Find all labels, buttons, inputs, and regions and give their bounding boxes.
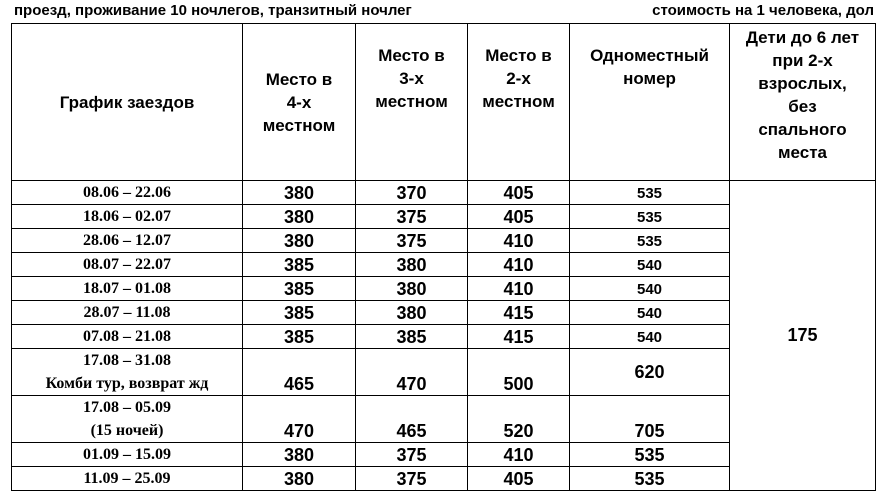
row-dates: 18.06 – 02.07 (12, 205, 243, 229)
price-place-2: 410 (468, 229, 570, 253)
price-place-2: 405 (468, 205, 570, 229)
row-dates: 07.08 – 21.08 (12, 325, 243, 349)
price-single-room: 540 (570, 277, 730, 301)
price-place-2: 405 (468, 181, 570, 205)
price-place-3: 470 (356, 349, 468, 396)
price-place-4: 380 (243, 229, 356, 253)
price-place-2: 415 (468, 325, 570, 349)
price-place-2: 410 (468, 277, 570, 301)
price-single-room: 540 (570, 325, 730, 349)
row-dates: 08.07 – 22.07 (12, 253, 243, 277)
price-place-4: 380 (243, 443, 356, 467)
price-single-room: 620 (570, 349, 730, 396)
row-dates: 28.07 – 11.08 (12, 301, 243, 325)
price-place-3: 380 (356, 277, 468, 301)
price-table (11, 23, 876, 491)
price-single-room: 540 (570, 301, 730, 325)
price-single-room: 540 (570, 253, 730, 277)
price-place-2: 410 (468, 443, 570, 467)
row-dates: 28.06 – 12.07 (12, 229, 243, 253)
price-place-2: 500 (468, 349, 570, 396)
row-dates: 17.08 – 05.09 (15 ночей) (12, 396, 243, 443)
price-place-2: 410 (468, 253, 570, 277)
trip-description: проезд, проживание 10 ночлегов, транзитный ночлег (14, 2, 412, 19)
row-dates: 11.09 – 25.09 (12, 467, 243, 491)
price-single-room: 535 (570, 229, 730, 253)
row-dates: 01.09 – 15.09 (12, 443, 243, 467)
price-place-4: 385 (243, 325, 356, 349)
price-single-room: 535 (570, 443, 730, 467)
page-header (14, 2, 874, 22)
price-place-2: 405 (468, 467, 570, 491)
price-place-4: 385 (243, 301, 356, 325)
price-place-3: 375 (356, 467, 468, 491)
price-place-3: 375 (356, 205, 468, 229)
header-place-3: Место в 3-х местном (356, 24, 468, 181)
header-schedule: График заездов (12, 24, 243, 181)
table-header-row (12, 24, 876, 181)
price-single-room: 535 (570, 181, 730, 205)
row-dates: 08.06 – 22.06 (12, 181, 243, 205)
price-place-4: 380 (243, 205, 356, 229)
price-place-4: 465 (243, 349, 356, 396)
price-kids: 175 (730, 181, 876, 491)
price-place-3: 370 (356, 181, 468, 205)
header-place-4: Место в 4-х местном (243, 24, 356, 181)
price-place-2: 415 (468, 301, 570, 325)
price-single-room: 535 (570, 205, 730, 229)
header-place-2: Место в 2-х местном (468, 24, 570, 181)
price-place-3: 385 (356, 325, 468, 349)
price-place-4: 380 (243, 181, 356, 205)
price-single-room: 535 (570, 467, 730, 491)
price-note: стоимость на 1 человека, дол (652, 2, 874, 19)
table-row (12, 181, 876, 205)
price-place-3: 380 (356, 301, 468, 325)
price-place-3: 465 (356, 396, 468, 443)
price-place-3: 380 (356, 253, 468, 277)
price-single-room: 705 (570, 396, 730, 443)
price-place-3: 375 (356, 443, 468, 467)
price-place-4: 385 (243, 277, 356, 301)
price-place-2: 520 (468, 396, 570, 443)
price-place-4: 470 (243, 396, 356, 443)
row-dates: 18.07 – 01.08 (12, 277, 243, 301)
price-place-4: 380 (243, 467, 356, 491)
price-place-4: 385 (243, 253, 356, 277)
header-kids: Дети до 6 лет при 2-х взрослых, без спального места (730, 24, 876, 181)
price-place-3: 375 (356, 229, 468, 253)
row-dates: 17.08 – 31.08 Комби тур, возврат жд (12, 349, 243, 396)
header-single-room: Одноместный номер (570, 24, 730, 181)
